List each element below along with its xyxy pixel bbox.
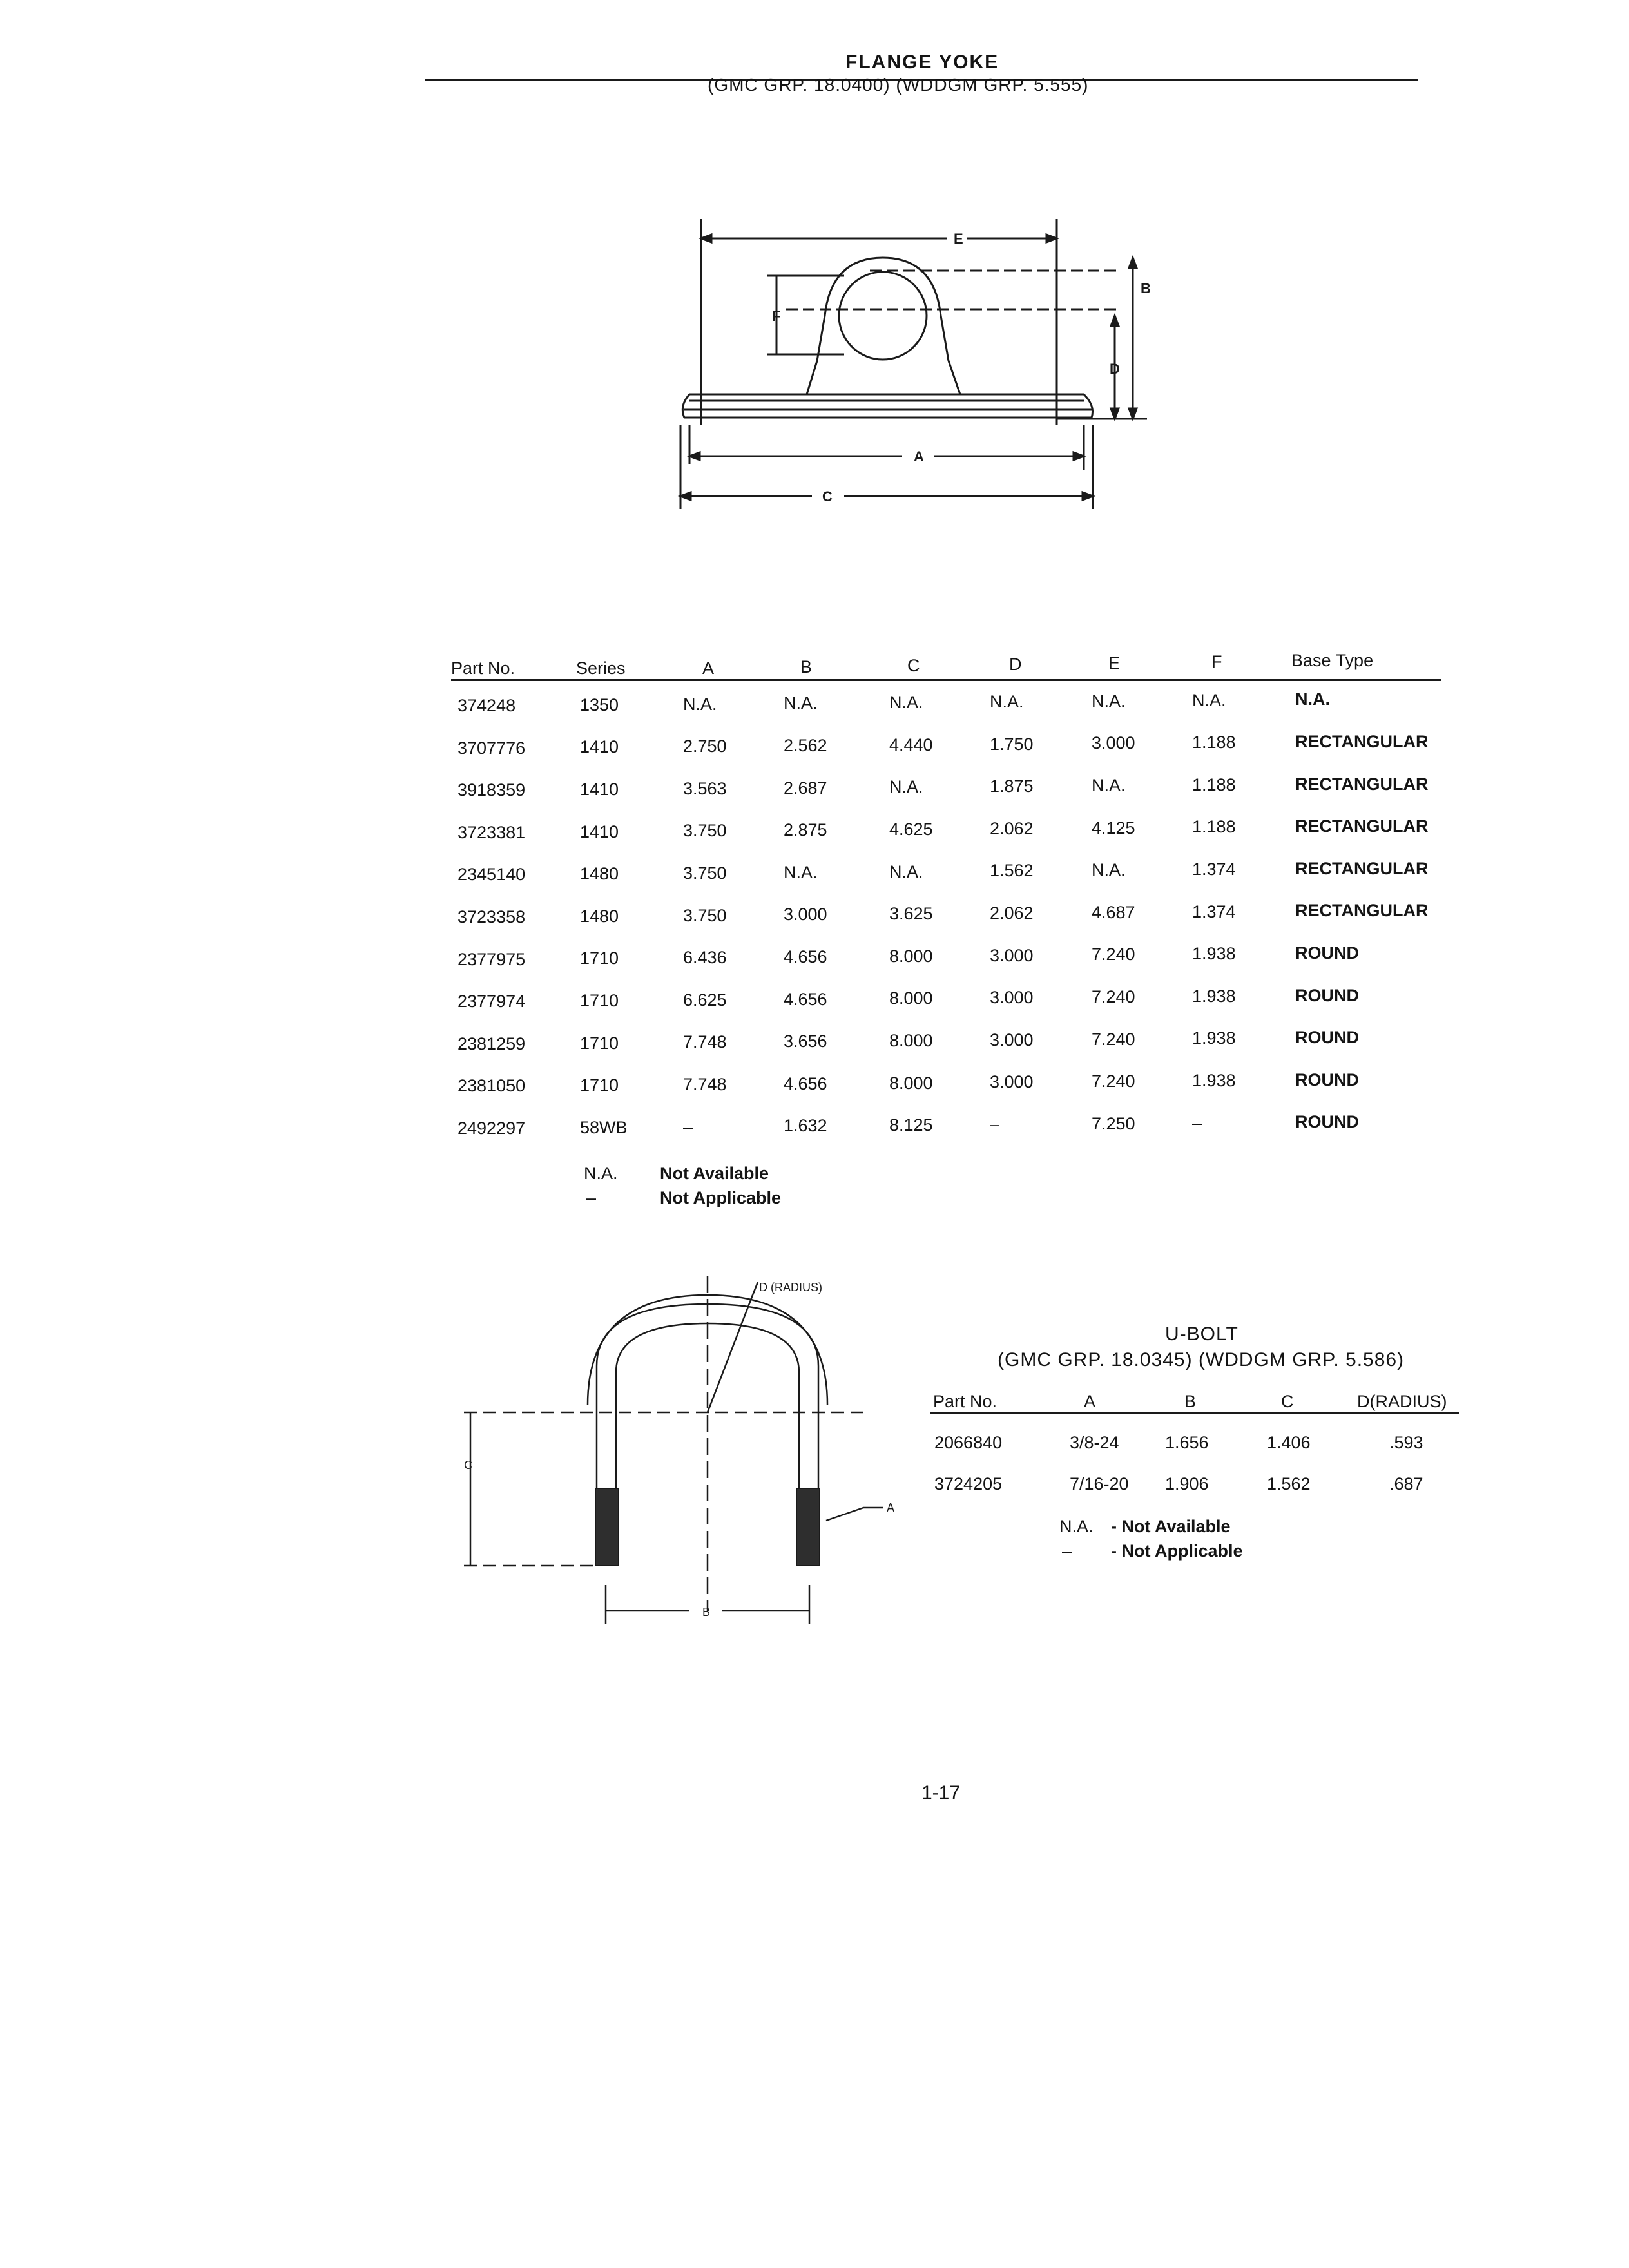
table-cell: 3.000 [990,988,1034,1008]
ubolt-label-c: C [464,1459,472,1472]
dim-label-a: A [914,448,924,465]
ubolt-label-a: A [887,1501,895,1514]
table-cell: 1.938 [1192,986,1236,1006]
dim-label-e: E [954,231,963,247]
table-cell: 1480 [580,864,619,884]
col-header-f: F [1211,652,1222,671]
table-row-part-no: 3918359 [458,780,526,800]
ubolt-cell: 1.906 [1165,1474,1209,1494]
table-cell: RECTANGULAR [1295,774,1429,794]
table-cell: 1410 [580,737,619,757]
table-header-rule [451,679,1441,681]
table-cell: ROUND [1295,1028,1359,1048]
table-cell: 7.240 [1092,1072,1135,1091]
table-cell: 58WB [580,1117,628,1137]
table-cell: 6.625 [683,990,727,1010]
table-cell: 3.563 [683,778,727,798]
ubolt-legend-dash-symbol: – [1062,1541,1072,1561]
legend-dash-symbol: – [586,1188,597,1207]
table-cell: RECTANGULAR [1295,858,1429,878]
table-cell: 8.125 [889,1115,933,1135]
legend-dash-meaning: Not Applicable [660,1188,782,1207]
table-cell: 3.000 [990,1072,1034,1092]
col-header-base-type: Base Type [1291,651,1374,670]
page-subtitle: (GMC GRP. 18.0400) (WDDGM GRP. 5.555) [708,75,1089,95]
table-cell: 7.748 [683,1032,727,1052]
table-cell: 1.374 [1192,901,1236,921]
table-row-part-no: 2377974 [458,992,526,1012]
table-cell: 7.748 [683,1075,727,1094]
ubolt-cell: 1.656 [1165,1433,1209,1452]
ubolt-label-b: B [702,1606,711,1619]
ubolt-label-d-radius: D (RADIUS) [759,1281,822,1294]
table-cell: N.A. [784,862,818,882]
legend-na-symbol: N.A. [584,1164,618,1183]
table-cell: N.A. [889,777,923,797]
table-cell: 4.656 [784,989,827,1009]
ubolt-col-c: C [1281,1392,1294,1411]
table-cell: 7.240 [1092,945,1135,965]
table-cell: 3.000 [990,1030,1034,1050]
table-cell: RECTANGULAR [1295,901,1429,921]
u-bolt-diagram [451,1276,915,1624]
ubolt-cell: 7/16-20 [1070,1474,1129,1494]
table-cell: – [990,1115,1000,1134]
table-cell: 4.656 [784,1073,827,1093]
ubolt-cell: 1.562 [1267,1474,1311,1494]
table-cell: 1.188 [1192,733,1236,753]
col-header-d: D [1009,655,1022,674]
table-cell: 4.656 [784,947,827,966]
table-cell: 6.436 [683,948,727,968]
table-cell: 3.000 [784,905,827,925]
table-cell: ROUND [1295,943,1359,963]
dim-label-b: B [1141,280,1151,296]
ubolt-col-a: A [1084,1392,1096,1411]
table-row-part-no: 374248 [458,696,516,715]
table-cell: 1.750 [990,734,1034,754]
table-row-part-no: 3723358 [458,907,526,927]
table-cell: RECTANGULAR [1295,816,1429,836]
table-row-part-no: 2345140 [458,865,526,885]
table-cell: 8.000 [889,1073,933,1093]
table-cell: N.A. [889,861,923,881]
table-cell: 2.750 [683,736,727,756]
table-cell: N.A. [1092,691,1126,711]
table-cell: 3.000 [1092,733,1135,753]
ubolt-subtitle: (GMC GRP. 18.0345) (WDDGM GRP. 5.586) [998,1349,1405,1370]
table-cell: 1.875 [990,776,1034,796]
table-cell: 7.240 [1092,1029,1135,1049]
col-header-series: Series [576,658,626,678]
ubolt-legend-na-symbol: N.A. [1059,1517,1094,1536]
table-row-part-no: 3723381 [458,822,526,842]
table-cell: N.A. [889,693,923,713]
dim-label-d: D [1110,361,1120,377]
table-cell: 1710 [580,1075,619,1095]
table-cell: 1410 [580,780,619,799]
table-cell: – [683,1117,693,1137]
ubolt-col-part-no: Part No. [933,1392,998,1411]
table-cell: 8.000 [889,988,933,1008]
table-cell: 1.632 [784,1116,827,1136]
table-cell: N.A. [683,694,717,714]
table-cell: 1710 [580,1033,619,1053]
table-cell: 1.938 [1192,944,1236,964]
col-header-e: E [1108,653,1121,673]
ubolt-row-part-no: 2066840 [934,1433,1003,1452]
table-cell: ROUND [1295,1070,1359,1090]
table-cell: 1410 [580,822,619,841]
ubolt-cell: 1.406 [1267,1433,1311,1452]
col-header-a: A [702,658,715,678]
page-title: FLANGE YOKE [845,52,999,73]
table-cell: 2.875 [784,820,827,840]
table-cell: N.A. [1092,776,1126,795]
table-cell: 3.656 [784,1032,827,1052]
col-header-b: B [800,657,813,677]
table-cell: 2.687 [784,778,827,798]
ubolt-cell: .687 [1389,1474,1423,1494]
table-cell: 8.000 [889,946,933,966]
table-cell: 3.000 [990,945,1034,965]
table-row-part-no: 2377975 [458,949,526,969]
table-cell: N.A. [1295,689,1330,709]
table-cell: 1.188 [1192,774,1236,794]
table-cell: 1.374 [1192,860,1236,879]
table-cell: 1.938 [1192,1028,1236,1048]
page-number: 1-17 [921,1782,961,1803]
table-cell: 3.750 [683,821,727,841]
table-cell: 3.750 [683,863,727,883]
col-header-part-no: Part No. [451,658,516,678]
table-cell: 1.562 [990,861,1034,881]
table-cell: N.A. [990,692,1024,711]
table-cell: N.A. [1092,860,1126,880]
legend-na-meaning: Not Available [660,1164,769,1183]
table-cell: 7.240 [1092,987,1135,1006]
dim-label-f: F [772,308,781,324]
table-row-part-no: 2381259 [458,1033,526,1053]
table-cell: – [1192,1113,1202,1133]
table-cell: 2.062 [990,818,1034,838]
table-cell: 4.125 [1092,818,1135,838]
table-cell: 1350 [580,695,619,715]
table-cell: N.A. [1192,690,1226,710]
table-cell: ROUND [1295,985,1359,1005]
table-cell: 8.000 [889,1031,933,1050]
table-cell: 1710 [580,948,619,968]
ubolt-title: U-BOLT [1165,1323,1239,1345]
table-row-part-no: 2492297 [458,1119,526,1138]
ubolt-legend-na-meaning: - Not Available [1111,1517,1231,1536]
table-cell: 4.440 [889,735,933,754]
ubolt-legend-dash-meaning: - Not Applicable [1111,1541,1243,1561]
flange-yoke-diagram [670,213,1160,522]
table-row-part-no: 3707776 [458,738,526,758]
table-cell: 1480 [580,906,619,926]
ubolt-row-part-no: 3724205 [934,1474,1003,1494]
table-cell: 4.625 [889,820,933,839]
ubolt-col-d-radius: D(RADIUS) [1357,1392,1447,1411]
ubolt-col-b: B [1184,1392,1197,1411]
table-cell: 2.562 [784,736,827,755]
dim-label-c: C [822,488,833,505]
table-cell: 3.625 [889,904,933,924]
table-cell: 3.750 [683,905,727,925]
table-cell: 1710 [580,991,619,1010]
col-header-c: C [907,656,920,675]
table-cell: 4.687 [1092,902,1135,922]
table-cell: 1.938 [1192,1071,1236,1090]
ubolt-cell: .593 [1389,1433,1423,1452]
table-cell: RECTANGULAR [1295,732,1429,751]
table-cell: 1.188 [1192,817,1236,837]
table-cell: N.A. [784,693,818,713]
table-cell: 7.250 [1092,1113,1135,1133]
ubolt-cell: 3/8-24 [1070,1433,1119,1452]
table-row-part-no: 2381050 [458,1076,526,1096]
table-cell: ROUND [1295,1112,1359,1132]
table-cell: 2.062 [990,903,1034,923]
ubolt-header-rule [930,1412,1459,1414]
